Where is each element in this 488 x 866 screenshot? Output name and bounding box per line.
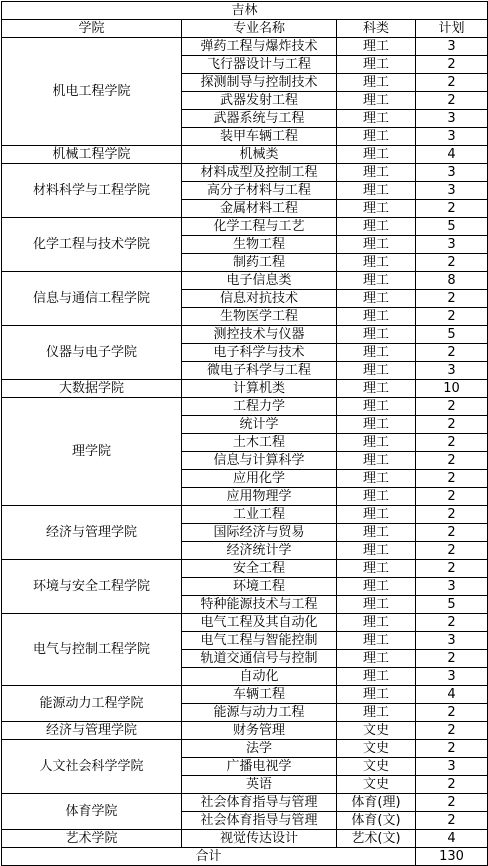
major-name: 统计学	[182, 416, 337, 434]
subject-type: 理工	[337, 344, 416, 362]
subject-type: 理工	[337, 128, 416, 146]
subject-type: 理工	[337, 92, 416, 110]
subject-type: 理工	[337, 632, 416, 650]
subject-type: 理工	[337, 182, 416, 200]
subject-type: 理工	[337, 560, 416, 578]
table-row	[2, 380, 488, 398]
major-name: 飞行器设计与工程	[182, 56, 337, 74]
major-name: 装甲车辆工程	[182, 128, 337, 146]
plan-count: 3	[416, 632, 488, 650]
plan-count: 2	[416, 506, 488, 524]
plan-count: 3	[416, 164, 488, 182]
table-row	[2, 794, 488, 812]
plan-count: 3	[416, 38, 488, 56]
subject-type: 理工	[337, 650, 416, 668]
plan-count: 2	[416, 398, 488, 416]
subject-type: 艺术(文)	[337, 830, 416, 848]
plan-count: 2	[416, 200, 488, 218]
region-title-row	[2, 2, 488, 20]
college-name: 体育学院	[2, 794, 182, 830]
major-name: 材料成型及控制工程	[182, 164, 337, 182]
major-name: 计算机类	[182, 380, 337, 398]
total-label: 合计	[2, 848, 416, 866]
plan-count: 5	[416, 218, 488, 236]
major-name: 法学	[182, 740, 337, 758]
major-name: 环境工程	[182, 578, 337, 596]
plan-count: 2	[416, 722, 488, 740]
plan-count: 4	[416, 830, 488, 848]
table-row	[2, 506, 488, 524]
table-row	[2, 218, 488, 236]
plan-count: 2	[416, 290, 488, 308]
college-name: 化学工程与技术学院	[2, 218, 182, 272]
subject-type: 理工	[337, 308, 416, 326]
plan-count: 2	[416, 614, 488, 632]
college-name: 信息与通信工程学院	[2, 272, 182, 326]
enrollment-plan-table	[1, 1, 488, 866]
header-plan: 计划	[416, 20, 488, 38]
plan-count: 3	[416, 182, 488, 200]
subject-type: 理工	[337, 326, 416, 344]
plan-count: 2	[416, 470, 488, 488]
college-name: 机电工程学院	[2, 38, 182, 146]
header-major: 专业名称	[182, 20, 337, 38]
major-name: 弹药工程与爆炸技术	[182, 38, 337, 56]
college-name: 人文社会科学学院	[2, 740, 182, 794]
subject-type: 理工	[337, 488, 416, 506]
major-name: 土木工程	[182, 434, 337, 452]
subject-type: 文史	[337, 722, 416, 740]
major-name: 视觉传达设计	[182, 830, 337, 848]
college-name: 仪器与电子学院	[2, 326, 182, 380]
plan-count: 2	[416, 452, 488, 470]
college-name: 机械工程学院	[2, 146, 182, 164]
subject-type: 理工	[337, 110, 416, 128]
subject-type: 理工	[337, 542, 416, 560]
subject-type: 理工	[337, 200, 416, 218]
plan-count: 3	[416, 362, 488, 380]
table-row	[2, 398, 488, 416]
subject-type: 理工	[337, 668, 416, 686]
major-name: 信息与计算科学	[182, 452, 337, 470]
major-name: 工程力学	[182, 398, 337, 416]
total-row	[2, 848, 488, 866]
subject-type: 理工	[337, 146, 416, 164]
major-name: 信息对抗技术	[182, 290, 337, 308]
plan-count: 8	[416, 272, 488, 290]
subject-type: 理工	[337, 614, 416, 632]
header-row	[2, 20, 488, 38]
major-name: 广播电视学	[182, 758, 337, 776]
major-name: 车辆工程	[182, 686, 337, 704]
college-name: 理学院	[2, 398, 182, 506]
major-name: 特种能源技术与工程	[182, 596, 337, 614]
subject-type: 体育(理)	[337, 794, 416, 812]
plan-count: 3	[416, 128, 488, 146]
major-name: 社会体育指导与管理	[182, 794, 337, 812]
subject-type: 理工	[337, 416, 416, 434]
plan-count: 2	[416, 704, 488, 722]
plan-count: 5	[416, 596, 488, 614]
major-name: 微电子科学与工程	[182, 362, 337, 380]
major-name: 英语	[182, 776, 337, 794]
subject-type: 理工	[337, 164, 416, 182]
table-row	[2, 164, 488, 182]
table-row	[2, 722, 488, 740]
plan-count: 5	[416, 326, 488, 344]
college-name: 环境与安全工程学院	[2, 560, 182, 614]
subject-type: 理工	[337, 596, 416, 614]
plan-count: 3	[416, 110, 488, 128]
plan-count: 4	[416, 146, 488, 164]
major-name: 探测制导与控制技术	[182, 74, 337, 92]
subject-type: 理工	[337, 398, 416, 416]
total-value: 130	[416, 848, 488, 866]
table-row	[2, 326, 488, 344]
plan-count: 10	[416, 380, 488, 398]
college-name: 艺术学院	[2, 830, 182, 848]
college-name: 经济与管理学院	[2, 722, 182, 740]
table-row	[2, 830, 488, 848]
subject-type: 理工	[337, 380, 416, 398]
plan-count: 2	[416, 344, 488, 362]
subject-type: 理工	[337, 272, 416, 290]
plan-count: 2	[416, 308, 488, 326]
subject-type: 理工	[337, 362, 416, 380]
subject-type: 理工	[337, 218, 416, 236]
plan-count: 2	[416, 794, 488, 812]
major-name: 电气工程与智能控制	[182, 632, 337, 650]
subject-type: 理工	[337, 254, 416, 272]
subject-type: 理工	[337, 38, 416, 56]
major-name: 应用物理学	[182, 488, 337, 506]
subject-type: 理工	[337, 686, 416, 704]
college-name: 大数据学院	[2, 380, 182, 398]
subject-type: 文史	[337, 758, 416, 776]
table-row	[2, 38, 488, 56]
major-name: 轨道交通信号与控制	[182, 650, 337, 668]
major-name: 应用化学	[182, 470, 337, 488]
plan-count: 3	[416, 578, 488, 596]
plan-count: 2	[416, 542, 488, 560]
college-name: 能源动力工程学院	[2, 686, 182, 722]
table-row	[2, 686, 488, 704]
major-name: 机械类	[182, 146, 337, 164]
subject-type: 理工	[337, 524, 416, 542]
major-name: 武器系统与工程	[182, 110, 337, 128]
header-college: 学院	[2, 20, 182, 38]
table-row	[2, 560, 488, 578]
subject-type: 理工	[337, 236, 416, 254]
subject-type: 理工	[337, 470, 416, 488]
major-name: 社会体育指导与管理	[182, 812, 337, 830]
major-name: 生物工程	[182, 236, 337, 254]
plan-count: 2	[416, 254, 488, 272]
major-name: 国际经济与贸易	[182, 524, 337, 542]
header-subject-type: 科类	[337, 20, 416, 38]
major-name: 安全工程	[182, 560, 337, 578]
major-name: 电子信息类	[182, 272, 337, 290]
major-name: 自动化	[182, 668, 337, 686]
plan-count: 3	[416, 668, 488, 686]
plan-count: 2	[416, 524, 488, 542]
table-row	[2, 740, 488, 758]
plan-count: 3	[416, 758, 488, 776]
major-name: 金属材料工程	[182, 200, 337, 218]
major-name: 电气工程及其自动化	[182, 614, 337, 632]
college-name: 经济与管理学院	[2, 506, 182, 560]
subject-type: 理工	[337, 74, 416, 92]
plan-count: 2	[416, 434, 488, 452]
major-name: 化学工程与工艺	[182, 218, 337, 236]
major-name: 武器发射工程	[182, 92, 337, 110]
major-name: 财务管理	[182, 722, 337, 740]
plan-count: 2	[416, 488, 488, 506]
plan-count: 2	[416, 812, 488, 830]
subject-type: 理工	[337, 452, 416, 470]
major-name: 测控技术与仪器	[182, 326, 337, 344]
subject-type: 文史	[337, 740, 416, 758]
plan-count: 2	[416, 416, 488, 434]
subject-type: 体育(文)	[337, 812, 416, 830]
plan-count: 2	[416, 740, 488, 758]
plan-count: 4	[416, 686, 488, 704]
college-name: 材料科学与工程学院	[2, 164, 182, 218]
plan-count: 2	[416, 650, 488, 668]
major-name: 能源与动力工程	[182, 704, 337, 722]
major-name: 高分子材料与工程	[182, 182, 337, 200]
table-row	[2, 272, 488, 290]
college-name: 电气与控制工程学院	[2, 614, 182, 686]
plan-count: 2	[416, 74, 488, 92]
plan-count: 2	[416, 560, 488, 578]
major-name: 经济统计学	[182, 542, 337, 560]
subject-type: 理工	[337, 56, 416, 74]
plan-count: 3	[416, 236, 488, 254]
major-name: 制药工程	[182, 254, 337, 272]
plan-count: 2	[416, 776, 488, 794]
subject-type: 理工	[337, 704, 416, 722]
table-row	[2, 146, 488, 164]
region-title: 吉林	[2, 2, 488, 20]
subject-type: 理工	[337, 506, 416, 524]
major-name: 工业工程	[182, 506, 337, 524]
subject-type: 理工	[337, 434, 416, 452]
subject-type: 文史	[337, 776, 416, 794]
subject-type: 理工	[337, 290, 416, 308]
major-name: 电子科学与技术	[182, 344, 337, 362]
major-name: 生物医学工程	[182, 308, 337, 326]
plan-count: 2	[416, 92, 488, 110]
plan-count: 2	[416, 56, 488, 74]
subject-type: 理工	[337, 578, 416, 596]
table-row	[2, 614, 488, 632]
